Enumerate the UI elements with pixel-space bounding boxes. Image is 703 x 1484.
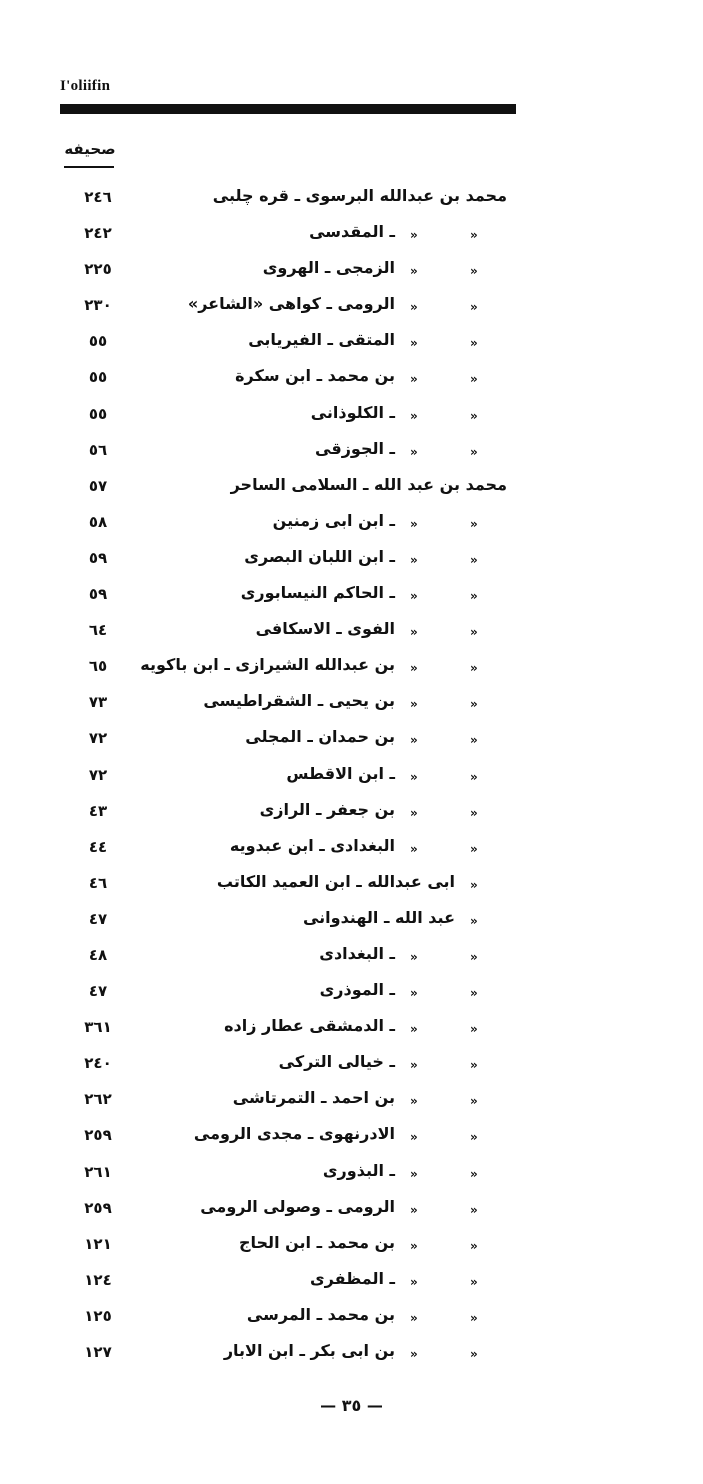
entry-page-number: ٥٦ [88,440,108,459]
ditto-mark: » [470,1058,478,1073]
entry-page-number: ۱۲۷ [84,1343,112,1361]
ditto-mark: » [470,697,478,712]
entry-page-number: ۲٤۰ [84,1054,112,1073]
index-entry-row [0,615,703,651]
index-entry-row [0,254,703,290]
ditto-mark: » [470,1166,478,1181]
index-entry-row [0,1157,703,1193]
entry-name: ابی عبدالله ـ ابن العمید الكاتب [216,871,455,891]
entry-page-number: ٤۷ [88,982,108,1001]
ditto-mark: » [470,336,478,351]
ditto-mark: » [410,516,418,531]
ditto-mark: » [410,769,418,784]
entry-name: بن جعفر ـ الرازی [259,799,395,819]
ditto-mark: » [410,589,418,604]
ditto-mark: » [410,986,418,1001]
ditto-mark: » [410,372,418,387]
ditto-mark: » [470,913,478,928]
ditto-mark: » [470,1202,478,1217]
ditto-mark: » [410,1058,418,1073]
ditto-mark: » [470,1130,478,1145]
index-entry-row [0,1120,703,1156]
ditto-mark: » [410,841,418,856]
ditto-mark: » [470,769,478,784]
ditto-mark: » [470,444,478,459]
index-entry-row [0,507,703,543]
ditto-mark: » [470,372,478,387]
ditto-mark: » [410,805,418,820]
ditto-mark: » [470,1238,478,1253]
entry-page-number: ٥۹ [88,585,108,604]
ditto-mark: » [410,264,418,279]
entry-name: البغدادی ـ ابن عبدویه [229,835,395,855]
entry-name: ـ الجوزقی [315,438,395,458]
ditto-mark: » [410,661,418,676]
ditto-mark: » [410,1347,418,1361]
entry-name: ـ ابن الاقطس [286,763,395,783]
page-folio: — ۳٥ — [320,1396,383,1415]
entry-name: بن احمد ـ التمرتاشی [232,1088,395,1108]
ditto-mark: » [470,1347,478,1361]
index-entry-row [0,687,703,723]
entry-page-number: ٥٥ [88,332,108,351]
ditto-mark: » [470,1274,478,1289]
ditto-mark: » [410,697,418,712]
entry-page-number: ۷۳ [88,693,108,712]
index-entry-row [0,471,703,507]
entry-name: ـ البذوری [322,1160,395,1180]
ditto-mark: » [470,986,478,1001]
entry-page-number: ٦٤ [88,621,108,640]
page-column-header-underline [64,166,114,168]
entry-page-number: ٥٥ [88,368,108,387]
entry-name: المتقی ـ الفیریابی [248,330,395,350]
ditto-mark: » [470,877,478,892]
entry-name: ـ الدمشقی عطار زاده [224,1016,395,1036]
ditto-mark: » [410,625,418,640]
ditto-mark: » [410,300,418,315]
index-entry-row [0,326,703,362]
index-entry-row [0,940,703,976]
entry-name: ـ ابن اللبان البصری [244,546,395,566]
ditto-mark: » [410,1022,418,1037]
entry-name: ـ ابن ابی زمنین [272,510,395,530]
entry-page-number: ٤٤ [88,837,108,856]
ditto-mark: » [470,733,478,748]
entry-name: ـ الموذری [319,980,395,1000]
entry-name: بن حمدان ـ المجلی [245,727,395,747]
ditto-mark: » [410,1094,418,1109]
index-entry-row [0,760,703,796]
entry-page-number: ۲٥۹ [84,1198,112,1217]
ditto-mark: » [470,841,478,856]
entry-page-number: ۲٥۹ [84,1126,112,1145]
index-entry-row [0,1265,703,1301]
entry-name: الرومی ـ كواهی «الشاعر» [187,294,395,314]
ditto-mark: » [470,1310,478,1325]
entry-name: محمد بن عبدالله البرسوى ـ قره چلبی [212,186,507,205]
ditto-mark: » [410,1274,418,1289]
entry-page-number: ٥٥ [88,404,108,423]
entry-page-number: ۳٦۱ [84,1018,112,1037]
index-entry-row [0,399,703,435]
ditto-mark: » [470,408,478,423]
entry-page-number: ٦٥ [88,657,108,676]
index-entry-row [0,976,703,1012]
entry-page-number: ۷۲ [88,729,108,748]
entry-page-number: ٤٦ [88,873,108,892]
entry-page-number: ٤۷ [88,909,108,928]
entry-name: ـ المظفری [310,1268,395,1288]
entry-page-number: ۲٦۱ [84,1162,112,1181]
index-entry-row [0,651,703,687]
ditto-mark: » [410,228,418,243]
ditto-mark: » [470,1094,478,1109]
entry-name: بن محمد ـ ابن الحاج [238,1232,395,1252]
index-entry-row [0,1012,703,1048]
entry-name: ـ الحاكم النیسابوری [240,583,395,603]
index-entry-row [0,362,703,398]
entry-name: بن ابی بكر ـ ابن الابار [223,1341,395,1360]
index-entry-row [0,182,703,218]
entry-name: الادرنهوی ـ مجدی الرومی [193,1124,395,1144]
entry-page-number: ۲٤۲ [84,224,112,243]
entry-page-number: ۲۳۰ [84,296,112,315]
index-entry-row [0,1193,703,1229]
entry-name: ـ المقدسی [309,222,395,242]
entry-page-number: ۱۲٤ [84,1270,112,1289]
page-column-header: صحيفه [64,140,116,158]
index-entry-row [0,1048,703,1084]
entry-page-number: ۱۲۱ [84,1234,112,1253]
index-entries [0,182,703,1373]
ditto-mark: » [410,1310,418,1325]
header-rule [60,104,516,114]
index-entry-row [0,218,703,254]
entry-page-number: ٤۸ [88,945,108,964]
index-entry-row [0,579,703,615]
entry-name: بن محمد ـ ابن سكرة [235,366,395,386]
ditto-mark: » [470,805,478,820]
index-entry-row [0,435,703,471]
entry-page-number: ۲٤٦ [84,188,112,206]
entry-name: بن عبدالله الشیرازی ـ ابن باكویه [140,655,395,675]
ditto-mark: » [410,336,418,351]
entry-name: محمد بن عبد الله ـ السلامی الساحر [230,474,507,494]
entry-name: بن یحیی ـ الشقراطیسی [203,691,395,711]
index-entry-row [0,1229,703,1265]
index-entry-row [0,1301,703,1337]
ditto-mark: » [470,228,478,243]
ditto-mark: » [410,552,418,567]
entry-name: بن محمد ـ المرسی [246,1304,395,1324]
ditto-mark: » [410,1130,418,1145]
entry-page-number: ۲٦۲ [84,1090,112,1109]
ditto-mark: » [470,625,478,640]
ditto-mark: » [410,1238,418,1253]
entry-name: ـ الكلوذانی [310,402,395,422]
index-entry-row [0,868,703,904]
ditto-mark: » [470,264,478,279]
entry-page-number: ٥۸ [88,512,108,531]
entry-page-number: ۱۲٥ [84,1306,112,1325]
index-entry-row [0,832,703,868]
entry-name: ـ خیالی التركی [278,1052,395,1072]
entry-page-number: ٥۷ [88,476,108,495]
entry-page-number: ۷۲ [88,765,108,784]
ditto-mark: » [470,661,478,676]
entry-name: ـ البغدادی [319,943,395,963]
entry-page-number: ٥۹ [88,548,108,567]
index-entry-row [0,796,703,832]
ditto-mark: » [470,552,478,567]
ditto-mark: » [470,589,478,604]
ditto-mark: » [410,1166,418,1181]
ditto-mark: » [410,733,418,748]
index-entry-row [0,1337,703,1373]
ditto-mark: » [470,516,478,531]
ditto-mark: » [470,949,478,964]
entry-name: الرومی ـ وصولی الرومی [200,1196,395,1216]
running-head: I'oliifin [60,78,111,94]
entry-page-number: ٤۳ [88,801,108,820]
ditto-mark: » [470,1022,478,1037]
ditto-mark: » [410,408,418,423]
index-entry-row [0,904,703,940]
ditto-mark: » [410,444,418,459]
index-entry-row [0,723,703,759]
index-entry-row [0,290,703,326]
index-entry-row [0,543,703,579]
index-entry-row [0,1084,703,1120]
entry-name: الفوی ـ الاسكافی [255,619,395,639]
ditto-mark: » [410,1202,418,1217]
entry-page-number: ۲۲٥ [84,260,112,279]
entry-name: الزمجی ـ الهروی [262,258,395,278]
ditto-mark: » [410,949,418,964]
ditto-mark: » [470,300,478,315]
entry-name: عبد الله ـ الهندوانی [302,907,455,927]
